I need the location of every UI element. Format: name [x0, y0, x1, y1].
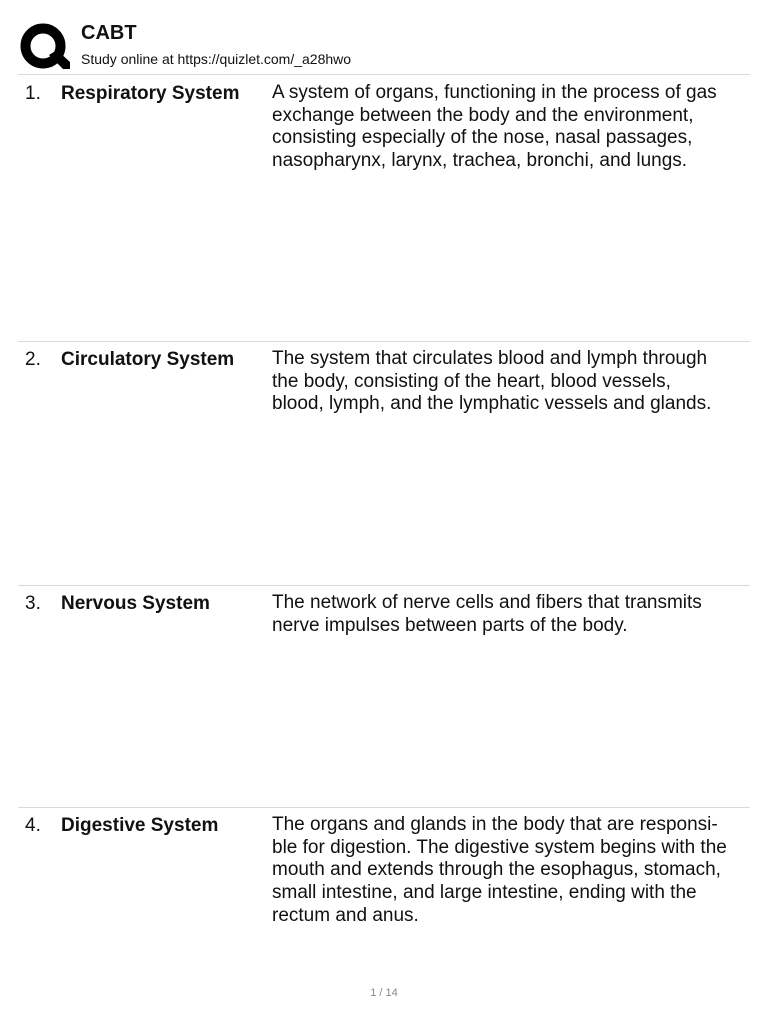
definition-line: mouth and extends through the esophagus, stomach, — [272, 859, 721, 881]
study-online-line — [81, 50, 351, 68]
quizlet-q-logo-icon — [19, 22, 71, 72]
definition-line: consisting especially of the nose, nasal passages, — [272, 127, 693, 149]
card-divider — [18, 585, 750, 586]
definition-line: blood, lymph, and the lymphatic vessels and glands. — [272, 393, 712, 415]
card-definition — [272, 82, 744, 173]
header-divider — [18, 74, 750, 75]
definition-line: the body, consisting of the heart, blood vessels, — [272, 370, 671, 392]
card-number: 4. — [25, 815, 41, 836]
card-number: 3. — [25, 593, 41, 614]
definition-line: nasopharynx, larynx, trachea, bronchi, and lungs. — [272, 150, 688, 172]
card-term: Nervous System — [61, 593, 210, 614]
page-header — [0, 0, 768, 74]
card-term: Circulatory System — [61, 349, 235, 370]
definition-line: rectum and anus. — [272, 904, 419, 926]
definition-line: nerve impulses between parts of the body. — [272, 614, 628, 636]
card-divider — [18, 341, 750, 342]
study-url-link[interactable]: https://quizlet.com/_a28hwo — [177, 51, 352, 67]
card-definition — [272, 348, 744, 416]
card-term: Digestive System — [61, 815, 219, 836]
definition-line: The organs and glands in the body that are responsi- — [272, 814, 718, 835]
set-title: CABT — [81, 22, 137, 44]
definition-line: ble for digestion. The digestive system begins with the — [272, 836, 727, 858]
definition-line: The system that circulates blood and lymph through — [272, 348, 708, 369]
definition-line: small intestine, and large intestine, ending with the — [272, 882, 697, 904]
definition-line: exchange between the body and the environment, — [272, 104, 694, 126]
card-divider — [18, 807, 750, 808]
card-definition — [272, 592, 744, 637]
study-online-prefix: Study online at — [81, 51, 178, 67]
card-term: Respiratory System — [61, 83, 240, 104]
card-definition — [272, 814, 744, 928]
card-number: 2. — [25, 349, 41, 370]
definition-line: The network of nerve cells and fibers that transmits — [272, 592, 702, 613]
definition-line: A system of organs, functioning in the process of gas — [272, 82, 717, 103]
card-number: 1. — [25, 83, 41, 104]
page-indicator: 1 / 14 — [370, 987, 398, 999]
